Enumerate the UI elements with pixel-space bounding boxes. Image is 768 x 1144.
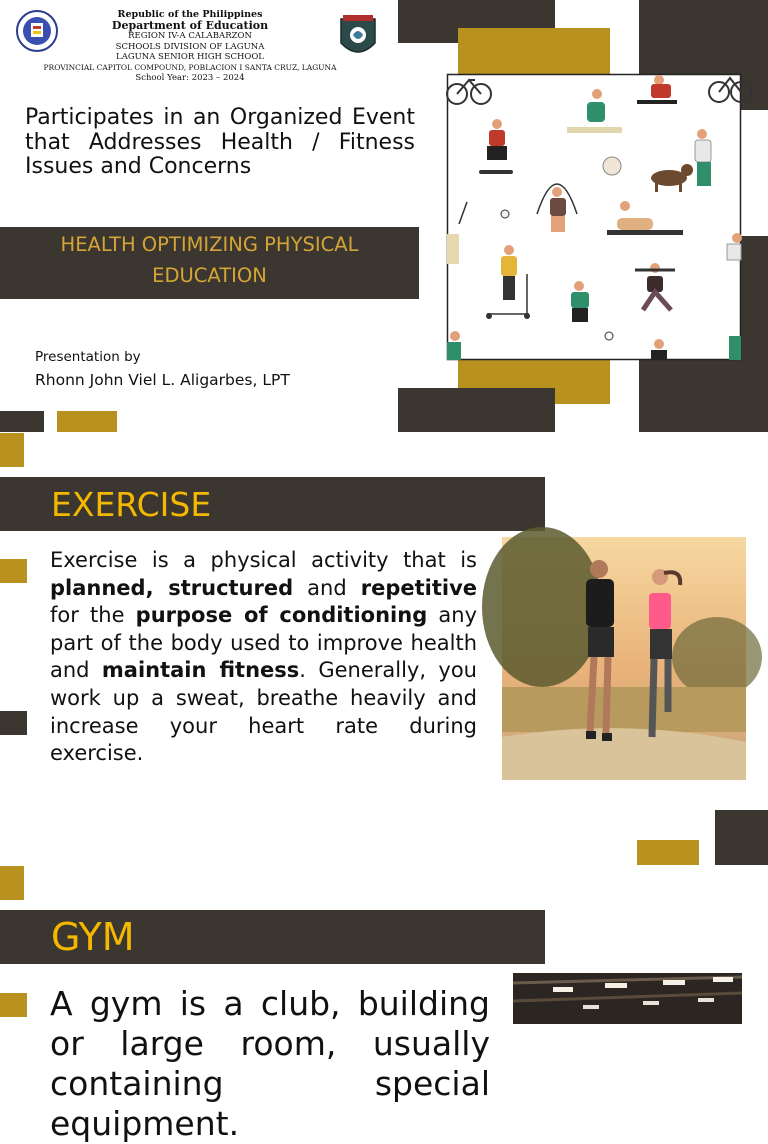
school-line: LAGUNA SENIOR HIGH SCHOOL xyxy=(116,52,264,62)
fitness-illustration xyxy=(447,74,741,360)
bold-run: planned, structured xyxy=(50,575,294,600)
republic-line: Republic of the Philippines xyxy=(117,9,263,20)
deped-header xyxy=(40,10,340,84)
subject-band xyxy=(0,227,419,299)
region-line: REGION IV-A CALABARZON xyxy=(128,31,252,41)
text-run: . Generally, you work up a sweat, breathe heavily and increase your heart rate during exercise. xyxy=(50,658,477,766)
deco-block xyxy=(0,559,27,583)
deco-block xyxy=(0,866,24,900)
exercise-heading: EXERCISE xyxy=(51,485,212,524)
deco-block xyxy=(0,411,44,432)
deco-block xyxy=(0,993,27,1017)
bold-run: maintain fitness xyxy=(101,658,300,683)
text-run: for the xyxy=(50,603,136,628)
presenter-name: Rhonn John Viel L. Aligarbes, LPT xyxy=(35,371,290,389)
subject-line-2: EDUCATION xyxy=(152,264,267,287)
text-run: any part of the body used to improve health and xyxy=(50,603,478,683)
text-run: and xyxy=(293,575,361,600)
subject-line-1: HEALTH OPTIMIZING PHYSICAL xyxy=(60,233,359,256)
deco-block xyxy=(57,411,117,432)
exercise-definition xyxy=(50,547,477,768)
department-line: Department of Education xyxy=(111,18,269,32)
text-run: Exercise is a physical activity that is xyxy=(50,548,477,572)
gym-heading: GYM xyxy=(51,915,135,959)
deco-block xyxy=(0,433,24,467)
school-year-line: School Year: 2023 – 2024 xyxy=(135,73,245,83)
division-line: SCHOOLS DIVISION OF LAGUNA xyxy=(115,41,265,52)
gym-definition-clip xyxy=(50,984,490,1143)
bold-run: repetitive xyxy=(360,575,477,600)
bold-run: purpose of conditioning xyxy=(135,603,428,628)
deco-block xyxy=(637,840,699,865)
deco-block xyxy=(398,388,555,432)
gym-photo xyxy=(513,973,742,1024)
gym-definition: A gym is a club, building or large room, usually containing special equipment. xyxy=(50,984,490,1143)
deco-block xyxy=(0,711,27,735)
presentation-title: Participates in an Organized Event that Addresses Health / Fitness Issues and Concerns xyxy=(25,105,415,179)
runners-photo xyxy=(502,537,746,780)
school-seal-icon xyxy=(337,13,379,63)
deco-block xyxy=(458,28,610,78)
presented-by-label: Presentation by xyxy=(35,349,141,365)
address-line: PROVINCIAL CAPITOL COMPOUND, POBLACION I SANTA CRUZ, LAGUNA xyxy=(43,62,337,72)
deco-block xyxy=(715,810,768,865)
